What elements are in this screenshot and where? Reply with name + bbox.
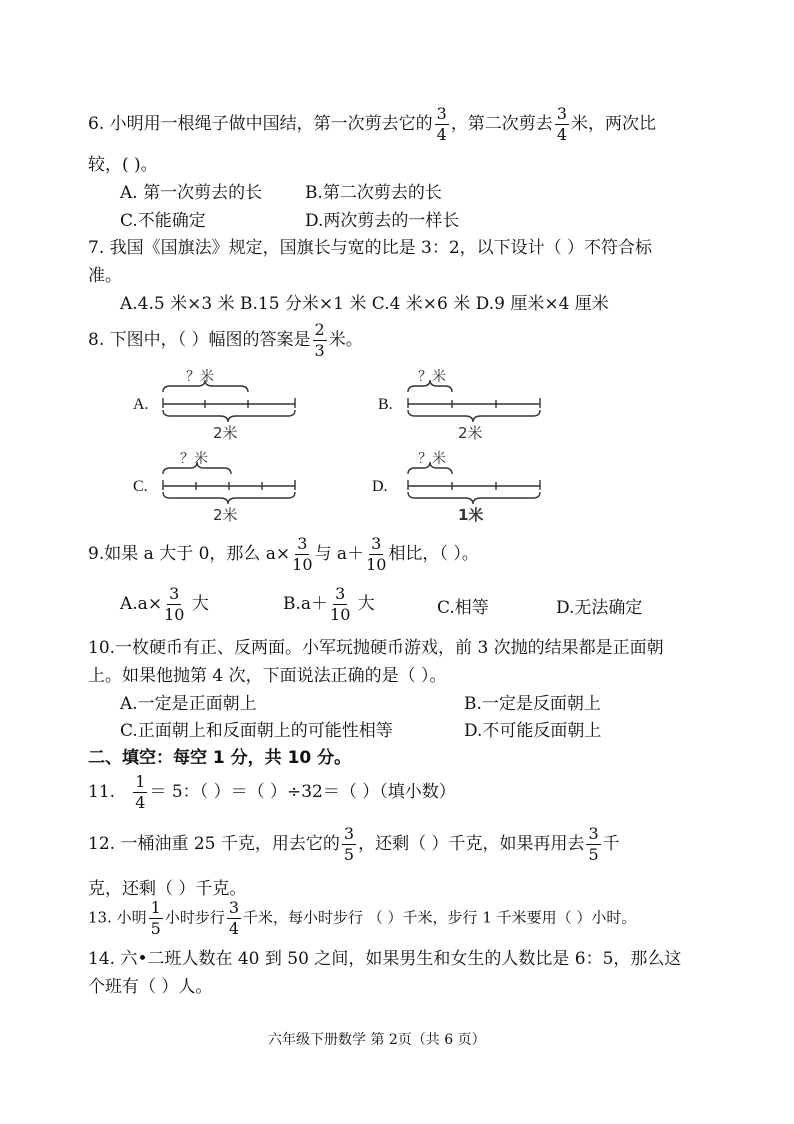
figure-a-label: A. — [133, 396, 149, 413]
figure-c-bottom-label: 2米 — [213, 506, 238, 524]
q6-option-b: B.第二次剪去的长 — [305, 183, 442, 203]
q10-option-b: B.一定是反面朝上 — [464, 694, 601, 714]
q12-line1: 12. 一桶油重 25 千克，用去它的 $\frac{3}{5}$ ，还剩（ ）千克，如果再用去 $\frac{3}{5}$ 千 — [88, 824, 620, 864]
q9-option-d: D.无法确定 — [556, 598, 643, 618]
q10-option-c: C.正面朝上和反面朝上的可能性相等 — [120, 721, 393, 741]
fraction: $\frac{3}{5}$ — [588, 824, 599, 864]
q9-option-a: A.a× $\frac{3}{10}$ 大 — [120, 584, 209, 624]
q9-stem: 9.如果 a 大于 0，那么 a× $\frac{3}{10}$ 与 a＋ $\frac{3}{10}$ 相比，（ ）。 — [88, 534, 479, 574]
q8-stem: 8. 下图中，（ ）幅图的答案是 $\frac{2}{3}$ 米。 — [88, 320, 363, 360]
q9-option-c: C.相等 — [437, 598, 489, 618]
q6-line1: 6. 小明用一根绳子做中国结，第一次剪去它的 $\frac{3}{4}$ ，第二次剪去 $\frac{3}{4}$ 米，两次比 — [88, 104, 656, 144]
fraction: $\frac{3}{4}$ — [556, 104, 567, 144]
page-footer: 六年级下册数学 第 2页（共 6 页） — [268, 1032, 486, 1048]
figure-b-diagram — [403, 364, 545, 444]
q10-option-d: D.不可能反面朝上 — [464, 721, 602, 741]
q14-line2: 个班有（ ）人。 — [88, 977, 213, 997]
q10-line1: 10.一枚硬币有正、反两面。小军玩抛硬币游戏，前 3 次抛的结果都是正面朝 — [88, 638, 664, 658]
figure-b-bottom-label: 2米 — [458, 424, 483, 442]
fraction: $\frac{1}{5}$ — [150, 898, 161, 938]
figure-b-top-label: ？米 — [418, 369, 446, 385]
fraction: $\frac{2}{3}$ — [314, 320, 325, 360]
q10-option-a: A.一定是正面朝上 — [120, 694, 257, 714]
figure-d-bottom-label: 1米 — [458, 506, 484, 524]
q13: 13. 小明 $\frac{1}{5}$ 小时步行 $\frac{3}{4}$ 千米，每小时步行 （ ）千米，步行 1 千米要用（ ）小时。 — [88, 898, 637, 938]
fraction: $\frac{3}{10}$ — [292, 534, 313, 574]
fraction: $\frac{3}{5}$ — [343, 824, 355, 864]
q6-line2: 较，( )。 — [88, 155, 158, 175]
q7-line1: 7. 我国《国旗法》规定，国旗长与宽的比是 3：2，以下设计（ ）不符合标 — [88, 238, 653, 258]
q7-line2: 准。 — [88, 266, 122, 286]
q7-options: A.4.5 米×3 米 B.15 分米×1 米 C.4 米×6 米 D.9 厘米×4 厘米 — [120, 294, 609, 314]
figure-a-diagram — [158, 364, 300, 444]
q9-option-b: B.a＋ $\frac{3}{10}$ 大 — [283, 584, 375, 624]
figure-d-label: D. — [372, 478, 388, 495]
figure-c-diagram — [158, 446, 300, 526]
fraction: $\frac{3}{4}$ — [228, 898, 240, 938]
fraction: $\frac{3}{10}$ — [366, 534, 387, 574]
fraction: $\frac{1}{4}$ — [135, 772, 146, 812]
section-heading: 二、填空：每空 1 分，共 10 分。 — [88, 748, 352, 768]
q10-line2: 上。如果他抛第 4 次，下面说法正确的是（ ）。 — [88, 666, 447, 686]
figure-a-top-label: ？米 — [186, 369, 214, 385]
fraction: $\frac{3}{10}$ — [164, 584, 185, 624]
q11: 11. $\frac{1}{4}$ ＝ 5：（ ）＝（ ）÷32＝（ ）（填小数） — [88, 772, 456, 812]
q6-option-c: C.不能确定 — [120, 211, 206, 231]
q6-option-d: D.两次剪去的一样长 — [305, 211, 460, 231]
figure-a-bottom-label: 2米 — [213, 424, 238, 442]
figure-c-top-label: ？米 — [180, 451, 208, 467]
q14-line1: 14. 六•二班人数在 40 到 50 之间，如果男生和女生的人数比是 6：5，那么这 — [88, 949, 682, 969]
figure-b-label: B. — [378, 396, 393, 413]
fraction: $\frac{3}{10}$ — [330, 584, 351, 624]
figure-d-diagram — [403, 446, 545, 526]
q6-option-a: A. 第一次剪去的长 — [120, 183, 263, 203]
q12-line2: 克，还剩（ ）千克。 — [88, 879, 247, 899]
figure-c-label: C. — [133, 478, 148, 495]
fraction: $\frac{3}{4}$ — [436, 104, 447, 144]
figure-d-top-label: ？米 — [418, 451, 446, 467]
